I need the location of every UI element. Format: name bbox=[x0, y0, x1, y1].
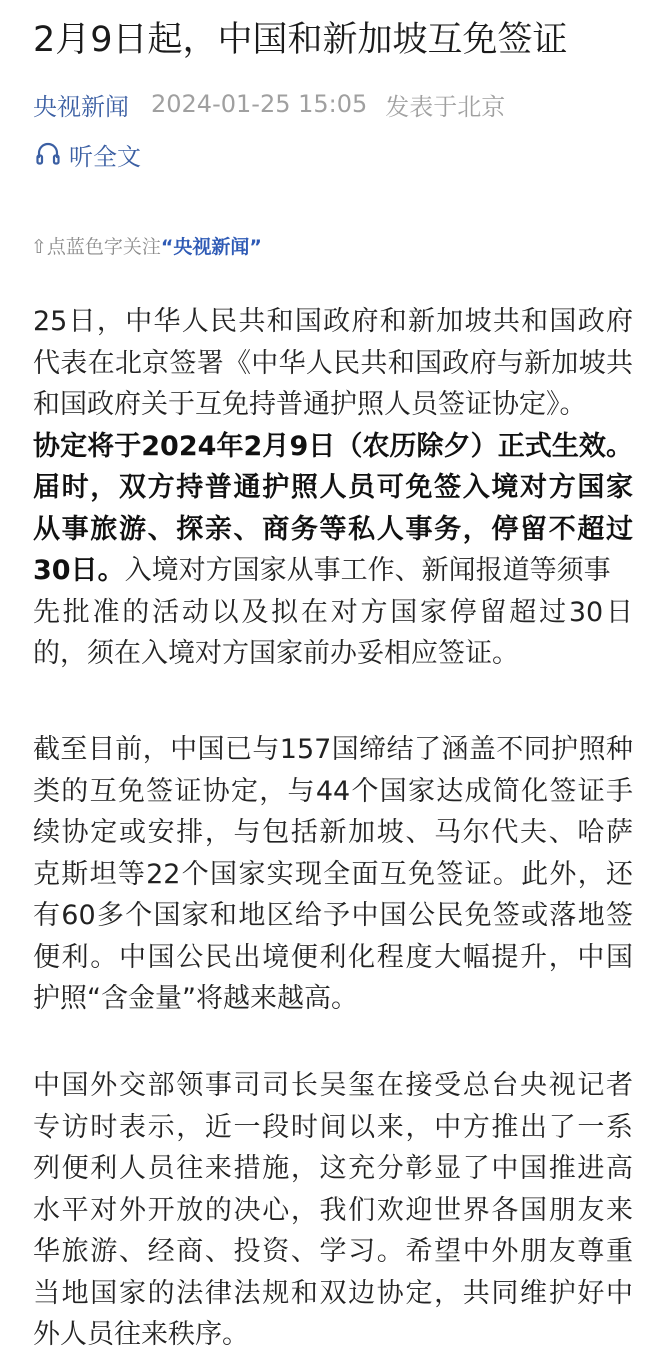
article-title: 2月9日起，中国和新加坡互免签证 bbox=[33, 20, 568, 60]
paragraph-line: 便利。中国公民出境便利化程度大幅提升，中国 bbox=[33, 941, 633, 973]
paragraph-line-bold: 协定将于2024年2月9日（农历除夕）正式生效。 bbox=[33, 430, 633, 462]
article-meta bbox=[33, 82, 505, 126]
article-paragraph-2 bbox=[33, 729, 633, 1020]
article-paragraph-1 bbox=[33, 301, 633, 675]
paragraph-line: 先批准的活动以及拟在对方国家停留超过30日 bbox=[33, 596, 633, 628]
paragraph-line: 水平对外开放的决心，我们欢迎世界各国朋友来 bbox=[33, 1194, 633, 1226]
paragraph-line: 当地国家的法律法规和双边协定，共同维护好中 bbox=[33, 1277, 633, 1309]
paragraph-line: 外人员往来秩序。 bbox=[33, 1319, 249, 1350]
paragraph-line: 的，须在入境对方国家前办妥相应签证。 bbox=[33, 638, 519, 669]
paragraph-line-bold: 届时，双方持普通护照人员可免签入境对方国家 bbox=[33, 472, 633, 503]
follow-prefix: ⇧点蓝色字关注 bbox=[31, 236, 161, 258]
paragraph-line-mixed bbox=[33, 550, 633, 592]
normal-run: 入境对方国家从事工作、新闻报道等须事 bbox=[124, 555, 611, 586]
paragraph-line: 专访时表示，近一段时间以来，中方推出了一系 bbox=[33, 1111, 633, 1143]
follow-prompt bbox=[31, 233, 262, 261]
paragraph-line: 代表在北京签署《中华人民共和国政府与新加坡共 bbox=[33, 347, 633, 379]
article-source-link[interactable]: 央视新闻 bbox=[33, 92, 129, 121]
follow-account-link[interactable]: “央视新闻” bbox=[160, 236, 262, 258]
publish-location: 发表于北京 bbox=[385, 92, 506, 121]
headphones-icon bbox=[33, 139, 63, 169]
paragraph-line: 和国政府关于互免持普通护照人员签证协定》。 bbox=[33, 389, 587, 420]
paragraph-line: 中国外交部领事司司长吴玺在接受总台央视记者 bbox=[33, 1070, 633, 1101]
paragraph-line: 有60多个国家和地区给予中国公民免签或落地签 bbox=[33, 900, 633, 931]
listen-label: 听全文 bbox=[69, 142, 141, 171]
publish-time: 2024-01-25 15:05 bbox=[151, 90, 368, 118]
paragraph-line: 25日，中华人民共和国政府和新加坡共和国政府 bbox=[33, 306, 633, 337]
paragraph-line: 截至目前，中国已与157国缔结了涵盖不同护照种 bbox=[33, 734, 633, 765]
paragraph-line: 列便利人员往来措施，这充分彰显了中国推进高 bbox=[33, 1153, 633, 1184]
bold-run: 30日。 bbox=[33, 555, 125, 586]
article-paragraph-3 bbox=[33, 1065, 633, 1352]
paragraph-line: 华旅游、经商、投资、学习。希望中外朋友尊重 bbox=[33, 1236, 633, 1267]
paragraph-line: 克斯坦等22个国家实现全面互免签证。此外，还 bbox=[33, 858, 633, 890]
paragraph-line: 护照“含金量”将越来越高。 bbox=[33, 983, 358, 1014]
listen-full-text-button[interactable] bbox=[33, 134, 141, 174]
paragraph-line-bold: 从事旅游、探亲、商务等私人事务，停留不超过 bbox=[33, 513, 633, 545]
paragraph-line: 类的互免签证协定，与44个国家达成简化签证手 bbox=[33, 775, 633, 807]
paragraph-line: 续协定或安排，与包括新加坡、马尔代夫、哈萨 bbox=[33, 817, 633, 848]
